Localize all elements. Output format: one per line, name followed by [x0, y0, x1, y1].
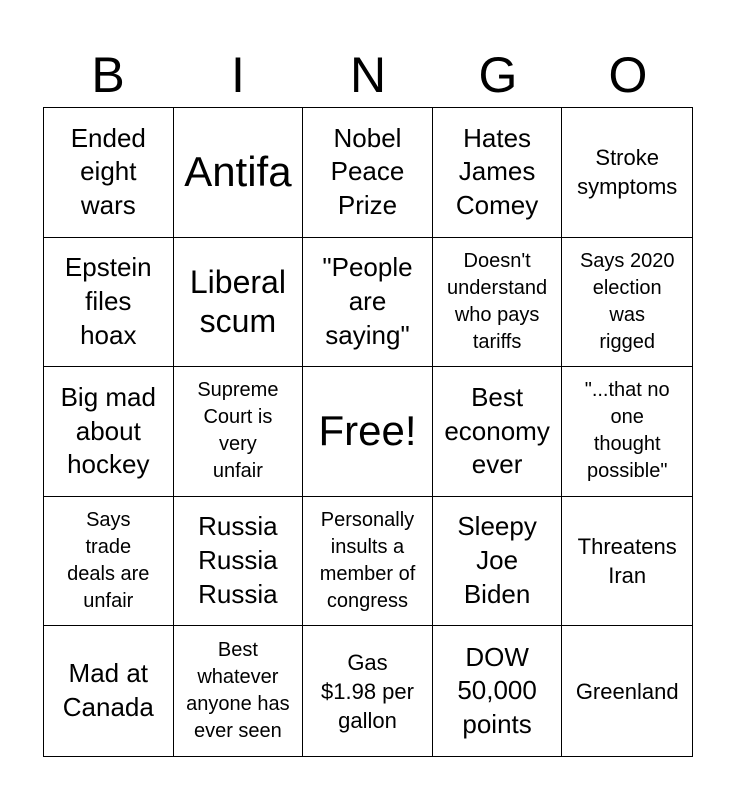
bingo-header: [43, 46, 693, 104]
bingo-cell[interactable]: [433, 108, 563, 238]
bingo-cell[interactable]: [303, 626, 433, 756]
bingo-cell-text: Supreme Court is very unfair: [197, 379, 279, 483]
bingo-cell[interactable]: [303, 497, 433, 627]
bingo-cell-text: Mad at Canada: [62, 658, 154, 723]
bingo-cell[interactable]: [433, 238, 563, 368]
bingo-cell[interactable]: [433, 626, 563, 756]
bingo-cell-text: Threatens Iran: [577, 534, 677, 589]
bingo-cell-text: "...that no one thought possible": [584, 379, 670, 483]
bingo-cell-text: Greenland: [575, 678, 679, 704]
bingo-cell[interactable]: [174, 367, 304, 497]
bingo-cell[interactable]: [44, 626, 174, 756]
bingo-cell-text: Gas $1.98 per gallon: [321, 649, 414, 733]
bingo-cell-text: Best whatever anyone has ever seen: [186, 639, 290, 743]
bingo-cell[interactable]: [174, 497, 304, 627]
bingo-cell-text: Stroke symptoms: [577, 145, 678, 200]
bingo-cell[interactable]: [562, 626, 692, 756]
bingo-cell-text: Says trade deals are unfair: [67, 509, 150, 613]
bingo-cell[interactable]: [433, 497, 563, 627]
bingo-cell-text: Doesn't understand who pays tariffs: [447, 249, 548, 353]
bingo-cell-text: Sleepy Joe Biden: [457, 511, 537, 609]
bingo-cell-text: Epstein files hoax: [64, 252, 152, 350]
bingo-cell[interactable]: [174, 108, 304, 238]
header-letter-i: I: [231, 47, 245, 103]
bingo-cell-text: Personally insults a member of congress: [319, 509, 416, 613]
bingo-cell[interactable]: [562, 108, 692, 238]
bingo-cell-text: Liberal scum: [189, 263, 286, 339]
bingo-cell-text: Nobel Peace Prize: [330, 122, 405, 221]
bingo-cell-text: "People are saying": [322, 252, 413, 350]
bingo-cell-text: Ended eight wars: [70, 122, 146, 221]
bingo-board: [43, 107, 693, 757]
bingo-cell-text: Antifa: [184, 148, 292, 196]
bingo-cell-text: Best economy ever: [444, 381, 550, 480]
bingo-cell-text: Hates James Comey: [455, 122, 539, 221]
free-space-text: Free!: [318, 407, 417, 455]
header-letter-o: O: [608, 47, 648, 103]
bingo-cell[interactable]: [303, 238, 433, 368]
header-letter-g: G: [478, 47, 518, 103]
bingo-cell[interactable]: [174, 626, 304, 756]
bingo-cell[interactable]: [174, 238, 304, 368]
free-space[interactable]: [303, 367, 433, 497]
bingo-cell[interactable]: [44, 497, 174, 627]
bingo-cell[interactable]: [44, 108, 174, 238]
bingo-cell[interactable]: [44, 238, 174, 368]
bingo-cell-text: Russia Russia Russia: [198, 511, 278, 609]
bingo-cell[interactable]: [562, 238, 692, 368]
bingo-cell-text: Big mad about hockey: [60, 381, 156, 480]
bingo-cell[interactable]: [44, 367, 174, 497]
bingo-cell[interactable]: [562, 367, 692, 497]
bingo-cell[interactable]: [303, 108, 433, 238]
header-letter-n: N: [349, 47, 387, 103]
bingo-cell-text: Says 2020 election was rigged: [579, 249, 675, 353]
header-letter-b: B: [91, 47, 125, 103]
bingo-cell[interactable]: [562, 497, 692, 627]
bingo-cell-text: DOW 50,000 points: [457, 641, 537, 740]
bingo-cell[interactable]: [433, 367, 563, 497]
